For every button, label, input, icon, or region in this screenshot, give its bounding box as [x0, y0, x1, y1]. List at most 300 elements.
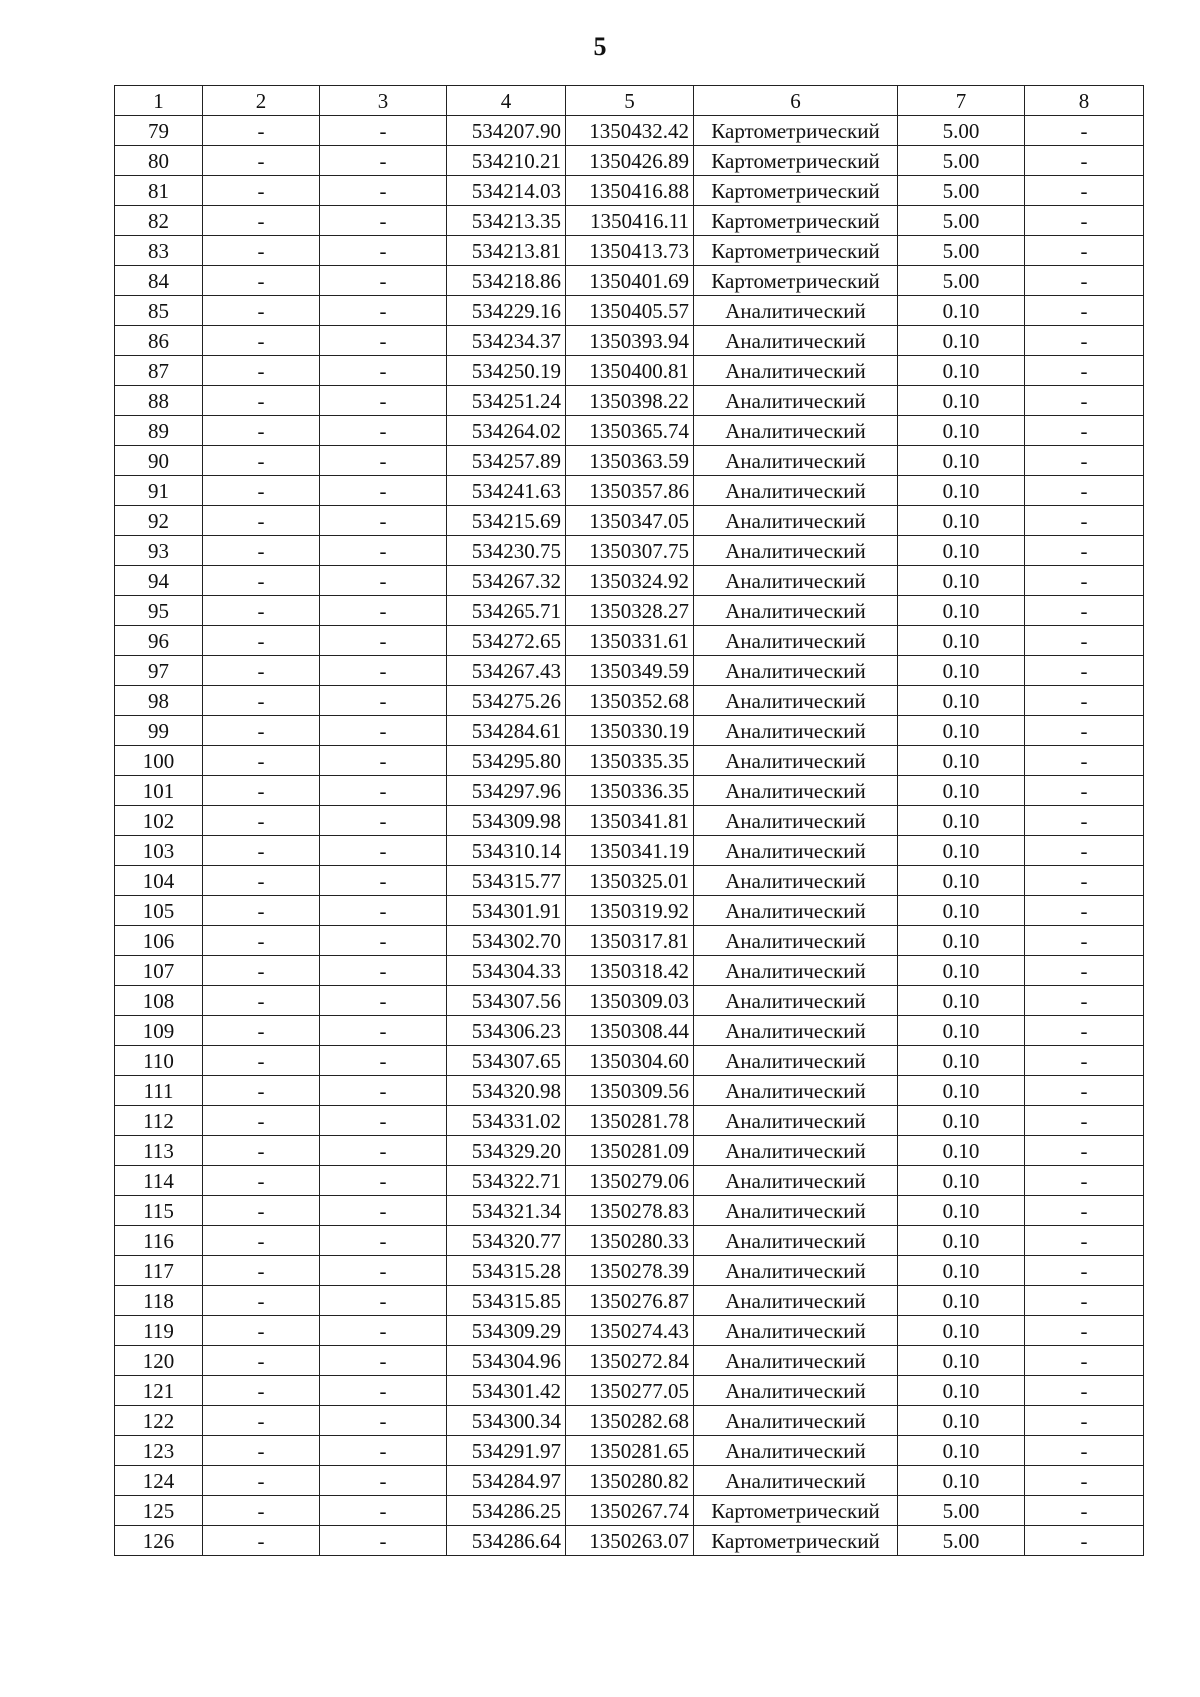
accuracy-cell: 0.10: [898, 926, 1025, 956]
point-number-cell: 92: [115, 506, 203, 536]
col2-cell: -: [203, 1136, 320, 1166]
y-coordinate-cell: 1350324.92: [566, 566, 694, 596]
accuracy-cell: 0.10: [898, 1016, 1025, 1046]
x-coordinate-cell: 534267.32: [447, 566, 566, 596]
y-coordinate-cell: 1350393.94: [566, 326, 694, 356]
table-row: [115, 566, 1144, 596]
table-row: [115, 806, 1144, 836]
accuracy-cell: 5.00: [898, 1496, 1025, 1526]
col3-cell: -: [320, 746, 447, 776]
x-coordinate-cell: 534295.80: [447, 746, 566, 776]
col3-cell: -: [320, 176, 447, 206]
col8-cell: -: [1025, 1466, 1144, 1496]
col2-cell: -: [203, 746, 320, 776]
x-coordinate-cell: 534286.25: [447, 1496, 566, 1526]
point-number-cell: 122: [115, 1406, 203, 1436]
accuracy-cell: 0.10: [898, 776, 1025, 806]
table-row: [115, 1256, 1144, 1286]
col8-cell: -: [1025, 1376, 1144, 1406]
column-header: 2: [203, 86, 320, 116]
point-number-cell: 126: [115, 1526, 203, 1556]
col3-cell: -: [320, 866, 447, 896]
column-header: 6: [694, 86, 898, 116]
x-coordinate-cell: 534272.65: [447, 626, 566, 656]
y-coordinate-cell: 1350405.57: [566, 296, 694, 326]
method-cell: Аналитический: [694, 416, 898, 446]
col3-cell: -: [320, 506, 447, 536]
accuracy-cell: 0.10: [898, 656, 1025, 686]
col3-cell: -: [320, 446, 447, 476]
accuracy-cell: 0.10: [898, 566, 1025, 596]
accuracy-cell: 0.10: [898, 476, 1025, 506]
col8-cell: -: [1025, 1196, 1144, 1226]
col2-cell: -: [203, 386, 320, 416]
col8-cell: -: [1025, 1436, 1144, 1466]
col3-cell: -: [320, 1286, 447, 1316]
y-coordinate-cell: 1350317.81: [566, 926, 694, 956]
col8-cell: -: [1025, 176, 1144, 206]
y-coordinate-cell: 1350307.75: [566, 536, 694, 566]
table-row: [115, 326, 1144, 356]
col8-cell: -: [1025, 956, 1144, 986]
col3-cell: -: [320, 896, 447, 926]
point-number-cell: 117: [115, 1256, 203, 1286]
col2-cell: -: [203, 926, 320, 956]
col3-cell: -: [320, 566, 447, 596]
point-number-cell: 115: [115, 1196, 203, 1226]
table-body: [115, 116, 1144, 1556]
col3-cell: -: [320, 356, 447, 386]
accuracy-cell: 0.10: [898, 1196, 1025, 1226]
method-cell: Аналитический: [694, 296, 898, 326]
point-number-cell: 106: [115, 926, 203, 956]
table-row: [115, 446, 1144, 476]
accuracy-cell: 5.00: [898, 206, 1025, 236]
point-number-cell: 98: [115, 686, 203, 716]
method-cell: Аналитический: [694, 716, 898, 746]
x-coordinate-cell: 534315.77: [447, 866, 566, 896]
point-number-cell: 83: [115, 236, 203, 266]
col8-cell: -: [1025, 146, 1144, 176]
y-coordinate-cell: 1350279.06: [566, 1166, 694, 1196]
column-header: 4: [447, 86, 566, 116]
point-number-cell: 118: [115, 1286, 203, 1316]
col3-cell: -: [320, 476, 447, 506]
table-row: [115, 926, 1144, 956]
col8-cell: -: [1025, 236, 1144, 266]
col3-cell: -: [320, 776, 447, 806]
col2-cell: -: [203, 1286, 320, 1316]
col3-cell: -: [320, 266, 447, 296]
point-number-cell: 107: [115, 956, 203, 986]
col3-cell: -: [320, 536, 447, 566]
method-cell: Аналитический: [694, 1076, 898, 1106]
table-row: [115, 1316, 1144, 1346]
y-coordinate-cell: 1350413.73: [566, 236, 694, 266]
point-number-cell: 104: [115, 866, 203, 896]
method-cell: Аналитический: [694, 746, 898, 776]
col8-cell: -: [1025, 326, 1144, 356]
table-row: [115, 1526, 1144, 1556]
y-coordinate-cell: 1350363.59: [566, 446, 694, 476]
col8-cell: -: [1025, 386, 1144, 416]
col2-cell: -: [203, 1346, 320, 1376]
point-number-cell: 79: [115, 116, 203, 146]
y-coordinate-cell: 1350263.07: [566, 1526, 694, 1556]
point-number-cell: 102: [115, 806, 203, 836]
column-header: 5: [566, 86, 694, 116]
point-number-cell: 112: [115, 1106, 203, 1136]
col2-cell: -: [203, 896, 320, 926]
col3-cell: -: [320, 116, 447, 146]
table-row: [115, 686, 1144, 716]
method-cell: Аналитический: [694, 1346, 898, 1376]
col3-cell: -: [320, 1316, 447, 1346]
table-row: [115, 236, 1144, 266]
method-cell: Аналитический: [694, 1256, 898, 1286]
point-number-cell: 95: [115, 596, 203, 626]
table-row: [115, 776, 1144, 806]
column-header: 3: [320, 86, 447, 116]
y-coordinate-cell: 1350282.68: [566, 1406, 694, 1436]
col2-cell: -: [203, 836, 320, 866]
x-coordinate-cell: 534307.65: [447, 1046, 566, 1076]
table-row: [115, 206, 1144, 236]
col3-cell: -: [320, 956, 447, 986]
col3-cell: -: [320, 206, 447, 236]
accuracy-cell: 0.10: [898, 986, 1025, 1016]
accuracy-cell: 0.10: [898, 326, 1025, 356]
method-cell: Аналитический: [694, 506, 898, 536]
col8-cell: -: [1025, 1406, 1144, 1436]
col8-cell: -: [1025, 416, 1144, 446]
col3-cell: -: [320, 806, 447, 836]
col8-cell: -: [1025, 686, 1144, 716]
point-number-cell: 101: [115, 776, 203, 806]
x-coordinate-cell: 534267.43: [447, 656, 566, 686]
point-number-cell: 100: [115, 746, 203, 776]
point-number-cell: 123: [115, 1436, 203, 1466]
accuracy-cell: 5.00: [898, 266, 1025, 296]
accuracy-cell: 0.10: [898, 416, 1025, 446]
y-coordinate-cell: 1350331.61: [566, 626, 694, 656]
x-coordinate-cell: 534315.28: [447, 1256, 566, 1286]
point-number-cell: 84: [115, 266, 203, 296]
x-coordinate-cell: 534251.24: [447, 386, 566, 416]
col8-cell: -: [1025, 626, 1144, 656]
col3-cell: -: [320, 1466, 447, 1496]
accuracy-cell: 5.00: [898, 176, 1025, 206]
method-cell: Аналитический: [694, 656, 898, 686]
y-coordinate-cell: 1350416.11: [566, 206, 694, 236]
col2-cell: -: [203, 776, 320, 806]
y-coordinate-cell: 1350416.88: [566, 176, 694, 206]
accuracy-cell: 0.10: [898, 356, 1025, 386]
point-number-cell: 114: [115, 1166, 203, 1196]
accuracy-cell: 0.10: [898, 1406, 1025, 1436]
accuracy-cell: 5.00: [898, 236, 1025, 266]
point-number-cell: 97: [115, 656, 203, 686]
accuracy-cell: 0.10: [898, 1226, 1025, 1256]
method-cell: Аналитический: [694, 1106, 898, 1136]
col3-cell: -: [320, 926, 447, 956]
method-cell: Аналитический: [694, 1436, 898, 1466]
table-row: [115, 116, 1144, 146]
point-number-cell: 96: [115, 626, 203, 656]
col3-cell: -: [320, 1346, 447, 1376]
table-row: [115, 1466, 1144, 1496]
point-number-cell: 120: [115, 1346, 203, 1376]
coordinates-table-container: [114, 85, 1144, 1556]
col3-cell: -: [320, 236, 447, 266]
x-coordinate-cell: 534241.63: [447, 476, 566, 506]
col2-cell: -: [203, 1436, 320, 1466]
y-coordinate-cell: 1350335.35: [566, 746, 694, 776]
col8-cell: -: [1025, 356, 1144, 386]
accuracy-cell: 0.10: [898, 686, 1025, 716]
y-coordinate-cell: 1350400.81: [566, 356, 694, 386]
point-number-cell: 125: [115, 1496, 203, 1526]
point-number-cell: 109: [115, 1016, 203, 1046]
x-coordinate-cell: 534310.14: [447, 836, 566, 866]
point-number-cell: 85: [115, 296, 203, 326]
table-row: [115, 416, 1144, 446]
col2-cell: -: [203, 236, 320, 266]
col8-cell: -: [1025, 1136, 1144, 1166]
method-cell: Аналитический: [694, 446, 898, 476]
y-coordinate-cell: 1350341.19: [566, 836, 694, 866]
accuracy-cell: 0.10: [898, 956, 1025, 986]
point-number-cell: 121: [115, 1376, 203, 1406]
x-coordinate-cell: 534275.26: [447, 686, 566, 716]
col2-cell: -: [203, 446, 320, 476]
col3-cell: -: [320, 1136, 447, 1166]
col2-cell: -: [203, 506, 320, 536]
x-coordinate-cell: 534309.98: [447, 806, 566, 836]
col3-cell: -: [320, 1196, 447, 1226]
col8-cell: -: [1025, 506, 1144, 536]
point-number-cell: 87: [115, 356, 203, 386]
accuracy-cell: 0.10: [898, 386, 1025, 416]
point-number-cell: 111: [115, 1076, 203, 1106]
col8-cell: -: [1025, 986, 1144, 1016]
col2-cell: -: [203, 416, 320, 446]
col2-cell: -: [203, 296, 320, 326]
table-row: [115, 986, 1144, 1016]
table-row: [115, 1136, 1144, 1166]
x-coordinate-cell: 534301.91: [447, 896, 566, 926]
col2-cell: -: [203, 1046, 320, 1076]
accuracy-cell: 0.10: [898, 536, 1025, 566]
col2-cell: -: [203, 1226, 320, 1256]
method-cell: Картометрический: [694, 1496, 898, 1526]
accuracy-cell: 0.10: [898, 506, 1025, 536]
method-cell: Аналитический: [694, 626, 898, 656]
table-row: [115, 1496, 1144, 1526]
x-coordinate-cell: 534321.34: [447, 1196, 566, 1226]
point-number-cell: 93: [115, 536, 203, 566]
accuracy-cell: 0.10: [898, 296, 1025, 326]
point-number-cell: 90: [115, 446, 203, 476]
col2-cell: -: [203, 956, 320, 986]
col8-cell: -: [1025, 1166, 1144, 1196]
col2-cell: -: [203, 1376, 320, 1406]
col8-cell: -: [1025, 1286, 1144, 1316]
col2-cell: -: [203, 146, 320, 176]
x-coordinate-cell: 534265.71: [447, 596, 566, 626]
table-row: [115, 626, 1144, 656]
table-row: [115, 596, 1144, 626]
y-coordinate-cell: 1350281.65: [566, 1436, 694, 1466]
y-coordinate-cell: 1350308.44: [566, 1016, 694, 1046]
y-coordinate-cell: 1350280.82: [566, 1466, 694, 1496]
x-coordinate-cell: 534286.64: [447, 1526, 566, 1556]
point-number-cell: 88: [115, 386, 203, 416]
table-row: [115, 1106, 1144, 1136]
method-cell: Аналитический: [694, 866, 898, 896]
point-number-cell: 103: [115, 836, 203, 866]
col2-cell: -: [203, 1196, 320, 1226]
col2-cell: -: [203, 1466, 320, 1496]
x-coordinate-cell: 534304.33: [447, 956, 566, 986]
col8-cell: -: [1025, 1346, 1144, 1376]
table-row: [115, 1226, 1144, 1256]
method-cell: Аналитический: [694, 1466, 898, 1496]
y-coordinate-cell: 1350309.56: [566, 1076, 694, 1106]
method-cell: Аналитический: [694, 896, 898, 926]
col3-cell: -: [320, 1046, 447, 1076]
col8-cell: -: [1025, 1496, 1144, 1526]
method-cell: Аналитический: [694, 1016, 898, 1046]
col3-cell: -: [320, 296, 447, 326]
method-cell: Картометрический: [694, 236, 898, 266]
col2-cell: -: [203, 176, 320, 206]
col3-cell: -: [320, 1376, 447, 1406]
col3-cell: -: [320, 1226, 447, 1256]
col3-cell: -: [320, 686, 447, 716]
x-coordinate-cell: 534302.70: [447, 926, 566, 956]
col8-cell: -: [1025, 596, 1144, 626]
page-number: 5: [593, 32, 607, 61]
x-coordinate-cell: 534329.20: [447, 1136, 566, 1166]
x-coordinate-cell: 534291.97: [447, 1436, 566, 1466]
point-number-cell: 81: [115, 176, 203, 206]
table-row: [115, 896, 1144, 926]
col8-cell: -: [1025, 896, 1144, 926]
y-coordinate-cell: 1350318.42: [566, 956, 694, 986]
accuracy-cell: 0.10: [898, 1466, 1025, 1496]
col2-cell: -: [203, 1316, 320, 1346]
col2-cell: -: [203, 1496, 320, 1526]
point-number-cell: 113: [115, 1136, 203, 1166]
point-number-cell: 99: [115, 716, 203, 746]
x-coordinate-cell: 534264.02: [447, 416, 566, 446]
point-number-cell: 108: [115, 986, 203, 1016]
x-coordinate-cell: 534284.97: [447, 1466, 566, 1496]
col3-cell: -: [320, 1436, 447, 1466]
col8-cell: -: [1025, 1046, 1144, 1076]
method-cell: Картометрический: [694, 146, 898, 176]
col8-cell: -: [1025, 746, 1144, 776]
table-row: [115, 296, 1144, 326]
col3-cell: -: [320, 986, 447, 1016]
x-coordinate-cell: 534315.85: [447, 1286, 566, 1316]
col2-cell: -: [203, 986, 320, 1016]
method-cell: Аналитический: [694, 836, 898, 866]
table-header-row: [115, 86, 1144, 116]
y-coordinate-cell: 1350352.68: [566, 686, 694, 716]
x-coordinate-cell: 534307.56: [447, 986, 566, 1016]
accuracy-cell: 0.10: [898, 1346, 1025, 1376]
method-cell: Картометрический: [694, 116, 898, 146]
y-coordinate-cell: 1350432.42: [566, 116, 694, 146]
col3-cell: -: [320, 716, 447, 746]
col8-cell: -: [1025, 656, 1144, 686]
accuracy-cell: 5.00: [898, 146, 1025, 176]
x-coordinate-cell: 534304.96: [447, 1346, 566, 1376]
x-coordinate-cell: 534210.21: [447, 146, 566, 176]
y-coordinate-cell: 1350304.60: [566, 1046, 694, 1076]
accuracy-cell: 0.10: [898, 446, 1025, 476]
table-row: [115, 956, 1144, 986]
table-row: [115, 1076, 1144, 1106]
col8-cell: -: [1025, 566, 1144, 596]
col3-cell: -: [320, 326, 447, 356]
method-cell: Аналитический: [694, 566, 898, 596]
col2-cell: -: [203, 1106, 320, 1136]
method-cell: Аналитический: [694, 476, 898, 506]
col3-cell: -: [320, 386, 447, 416]
method-cell: Аналитический: [694, 1316, 898, 1346]
col3-cell: -: [320, 1526, 447, 1556]
accuracy-cell: 0.10: [898, 596, 1025, 626]
y-coordinate-cell: 1350276.87: [566, 1286, 694, 1316]
point-number-cell: 119: [115, 1316, 203, 1346]
x-coordinate-cell: 534301.42: [447, 1376, 566, 1406]
x-coordinate-cell: 534234.37: [447, 326, 566, 356]
method-cell: Аналитический: [694, 926, 898, 956]
y-coordinate-cell: 1350347.05: [566, 506, 694, 536]
col2-cell: -: [203, 716, 320, 746]
x-coordinate-cell: 534207.90: [447, 116, 566, 146]
col2-cell: -: [203, 476, 320, 506]
table-row: [115, 1016, 1144, 1046]
accuracy-cell: 5.00: [898, 116, 1025, 146]
y-coordinate-cell: 1350336.35: [566, 776, 694, 806]
point-number-cell: 124: [115, 1466, 203, 1496]
point-number-cell: 110: [115, 1046, 203, 1076]
x-coordinate-cell: 534257.89: [447, 446, 566, 476]
col2-cell: -: [203, 1406, 320, 1436]
col2-cell: -: [203, 806, 320, 836]
x-coordinate-cell: 534284.61: [447, 716, 566, 746]
col8-cell: -: [1025, 1256, 1144, 1286]
col3-cell: -: [320, 626, 447, 656]
col8-cell: -: [1025, 866, 1144, 896]
table-row: [115, 386, 1144, 416]
col3-cell: -: [320, 1016, 447, 1046]
table-row: [115, 1046, 1144, 1076]
column-header: 1: [115, 86, 203, 116]
accuracy-cell: 0.10: [898, 866, 1025, 896]
col8-cell: -: [1025, 926, 1144, 956]
col2-cell: -: [203, 116, 320, 146]
method-cell: Аналитический: [694, 806, 898, 836]
x-coordinate-cell: 534306.23: [447, 1016, 566, 1046]
accuracy-cell: 0.10: [898, 896, 1025, 926]
col3-cell: -: [320, 596, 447, 626]
accuracy-cell: 0.10: [898, 836, 1025, 866]
